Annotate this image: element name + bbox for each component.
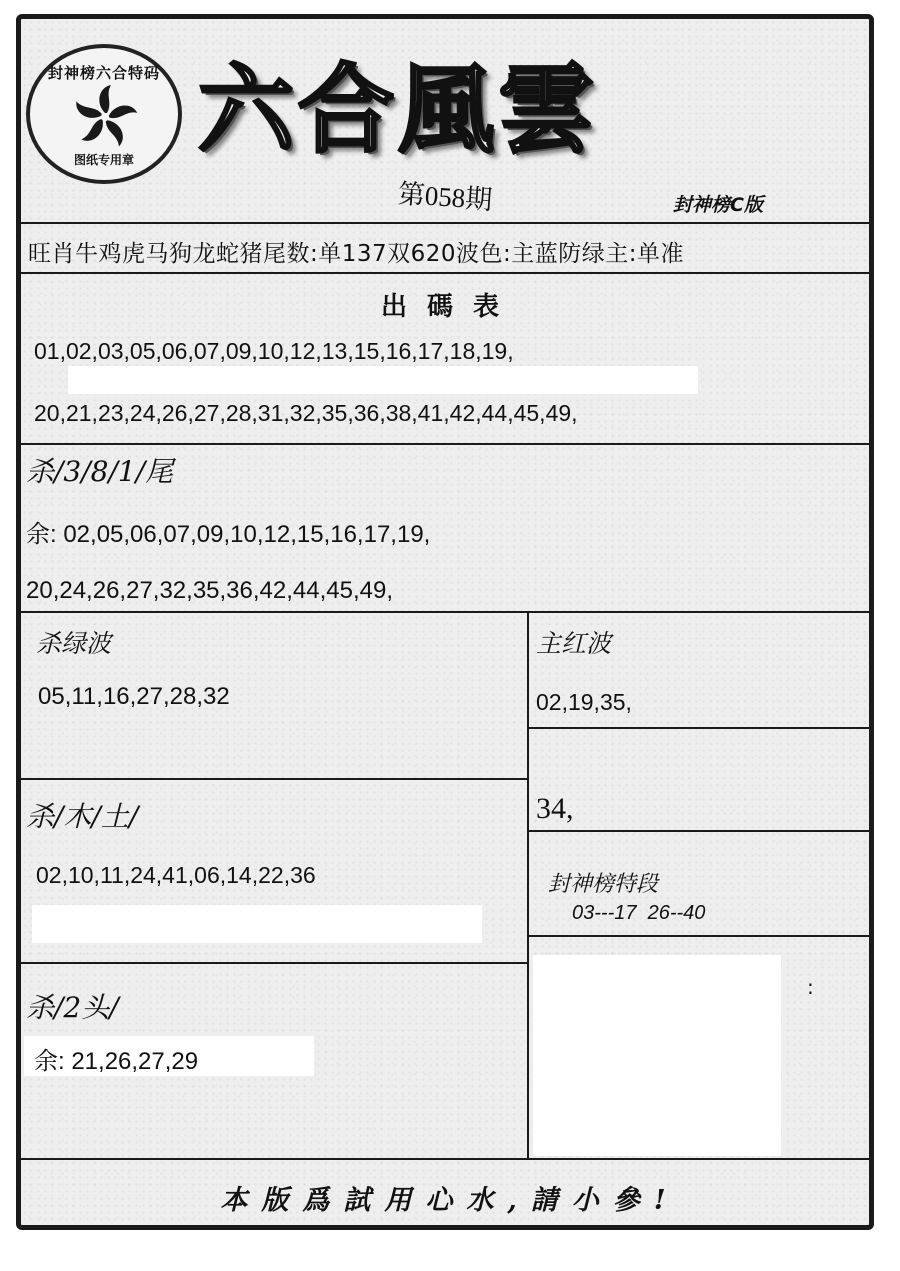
head-kill-label: 杀/2头/ <box>26 991 119 1024</box>
tail-kill-label: 杀/3/8/1/尾 <box>26 455 174 488</box>
blank-strip-table <box>68 366 698 394</box>
tail-kill-remain-2: 20,24,26,27,32,35,36,42,44,45,49, <box>26 577 393 604</box>
tail-kill-remain-1: 余: 02,05,06,07,09,10,12,15,16,17,19, <box>26 521 431 548</box>
divider-tail <box>21 611 869 613</box>
red-main-numbers: 02,19,35, <box>536 689 632 715</box>
bauhinia-flower-icon <box>70 82 140 152</box>
table-row-1: 01,02,03,05,06,07,09,10,12,13,15,16,17,18,19, <box>34 338 514 364</box>
element-kill-numbers: 02,10,11,24,41,06,14,22,36 <box>36 862 316 888</box>
divider-right-3 <box>528 935 869 937</box>
divider-right-2 <box>528 830 869 832</box>
table-row-2: 20,21,23,24,26,27,28,31,32,35,36,38,41,42,44,45,49, <box>34 400 578 426</box>
green-kill-label: 杀绿波 <box>36 629 112 658</box>
edition-label: 封神榜C版 <box>673 194 763 216</box>
page-title: 六合風雲 <box>198 53 598 166</box>
seal-stamp <box>26 44 182 184</box>
blank-box-right <box>533 955 781 1156</box>
head-kill-remain: 余: 21,26,27,29 <box>34 1048 199 1075</box>
blank-strip-element <box>32 905 482 943</box>
issue-number: 第058期 <box>396 178 494 216</box>
info-line: 旺肖牛鸡虎马狗龙蛇猪尾数:单137双620波色:主蓝防绿主:单准 <box>28 241 685 267</box>
divider-info <box>21 272 869 274</box>
divider-right-1 <box>528 727 869 729</box>
footer-note: 本版爲試用心水,請小參! <box>220 1185 680 1216</box>
side-mark: : <box>807 975 814 999</box>
divider-header <box>21 222 869 224</box>
seal-top-text: 封神榜六合特码 <box>47 64 160 82</box>
green-kill-numbers: 05,11,16,27,28,32 <box>38 683 230 710</box>
divider-footer <box>21 1158 869 1160</box>
single-pick: 34, <box>536 792 574 825</box>
divider-vertical <box>527 611 529 1159</box>
divider-table <box>21 443 869 445</box>
special-range-label: 封神榜特段 <box>548 872 659 897</box>
special-range-values: 03---17 26--40 <box>572 902 706 924</box>
element-kill-label: 杀/木/土/ <box>26 800 139 833</box>
red-main-label: 主红波 <box>536 629 612 658</box>
divider-left-2 <box>21 962 529 964</box>
seal-bottom-text: 图纸专用章 <box>73 153 134 167</box>
divider-left-1 <box>21 778 529 780</box>
table-heading: 出碼表 <box>380 292 519 322</box>
